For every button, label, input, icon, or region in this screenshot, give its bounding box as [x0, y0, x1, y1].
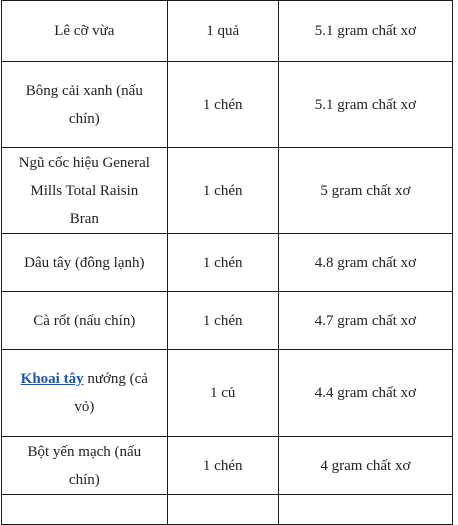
serving-cell: 1 chén	[167, 62, 278, 148]
serving-cell: 1 chén	[167, 234, 278, 292]
food-name-cell	[2, 495, 168, 525]
table-row	[2, 437, 453, 495]
table-row	[2, 292, 453, 350]
fiber-cell: 4 gram chất xơ	[278, 437, 452, 495]
table-row	[2, 148, 453, 234]
food-name-rest: nướng (cả vỏ)	[74, 371, 148, 415]
fiber-cell: 5.1 gram chất xơ	[278, 1, 452, 62]
serving-cell: 1 chén	[167, 292, 278, 350]
food-name-cell: Dâu tây (đông lạnh)	[2, 234, 168, 292]
serving-cell: 1 quả	[167, 1, 278, 62]
fiber-cell: 5 gram chất xơ	[278, 148, 452, 234]
table-row	[2, 350, 453, 437]
food-link[interactable]: Khoai tây	[20, 371, 84, 387]
food-name-cell: Bột yến mạch (nấu chín)	[2, 437, 168, 495]
food-name-cell: Cà rốt (nấu chín)	[2, 292, 168, 350]
fiber-cell: 5.1 gram chất xơ	[278, 62, 452, 148]
food-name-cell	[2, 350, 168, 437]
serving-cell: 1 chén	[167, 437, 278, 495]
food-name-cell: Bông cải xanh (nấu chín)	[2, 62, 168, 148]
fiber-cell	[278, 495, 452, 525]
table-row	[2, 62, 453, 148]
fiber-content-table	[1, 0, 453, 525]
table-row	[2, 234, 453, 292]
table-row-partial	[2, 495, 453, 525]
fiber-cell: 4.7 gram chất xơ	[278, 292, 452, 350]
food-name-cell: Ngũ cốc hiệu General Mills Total Raisin Bran	[2, 148, 168, 234]
serving-cell: 1 củ	[167, 350, 278, 437]
serving-cell: 1 chén	[167, 148, 278, 234]
table-row	[2, 1, 453, 62]
fiber-cell: 4.4 gram chất xơ	[278, 350, 452, 437]
serving-cell	[167, 495, 278, 525]
food-name-cell: Lê cỡ vừa	[2, 1, 168, 62]
fiber-cell: 4.8 gram chất xơ	[278, 234, 452, 292]
